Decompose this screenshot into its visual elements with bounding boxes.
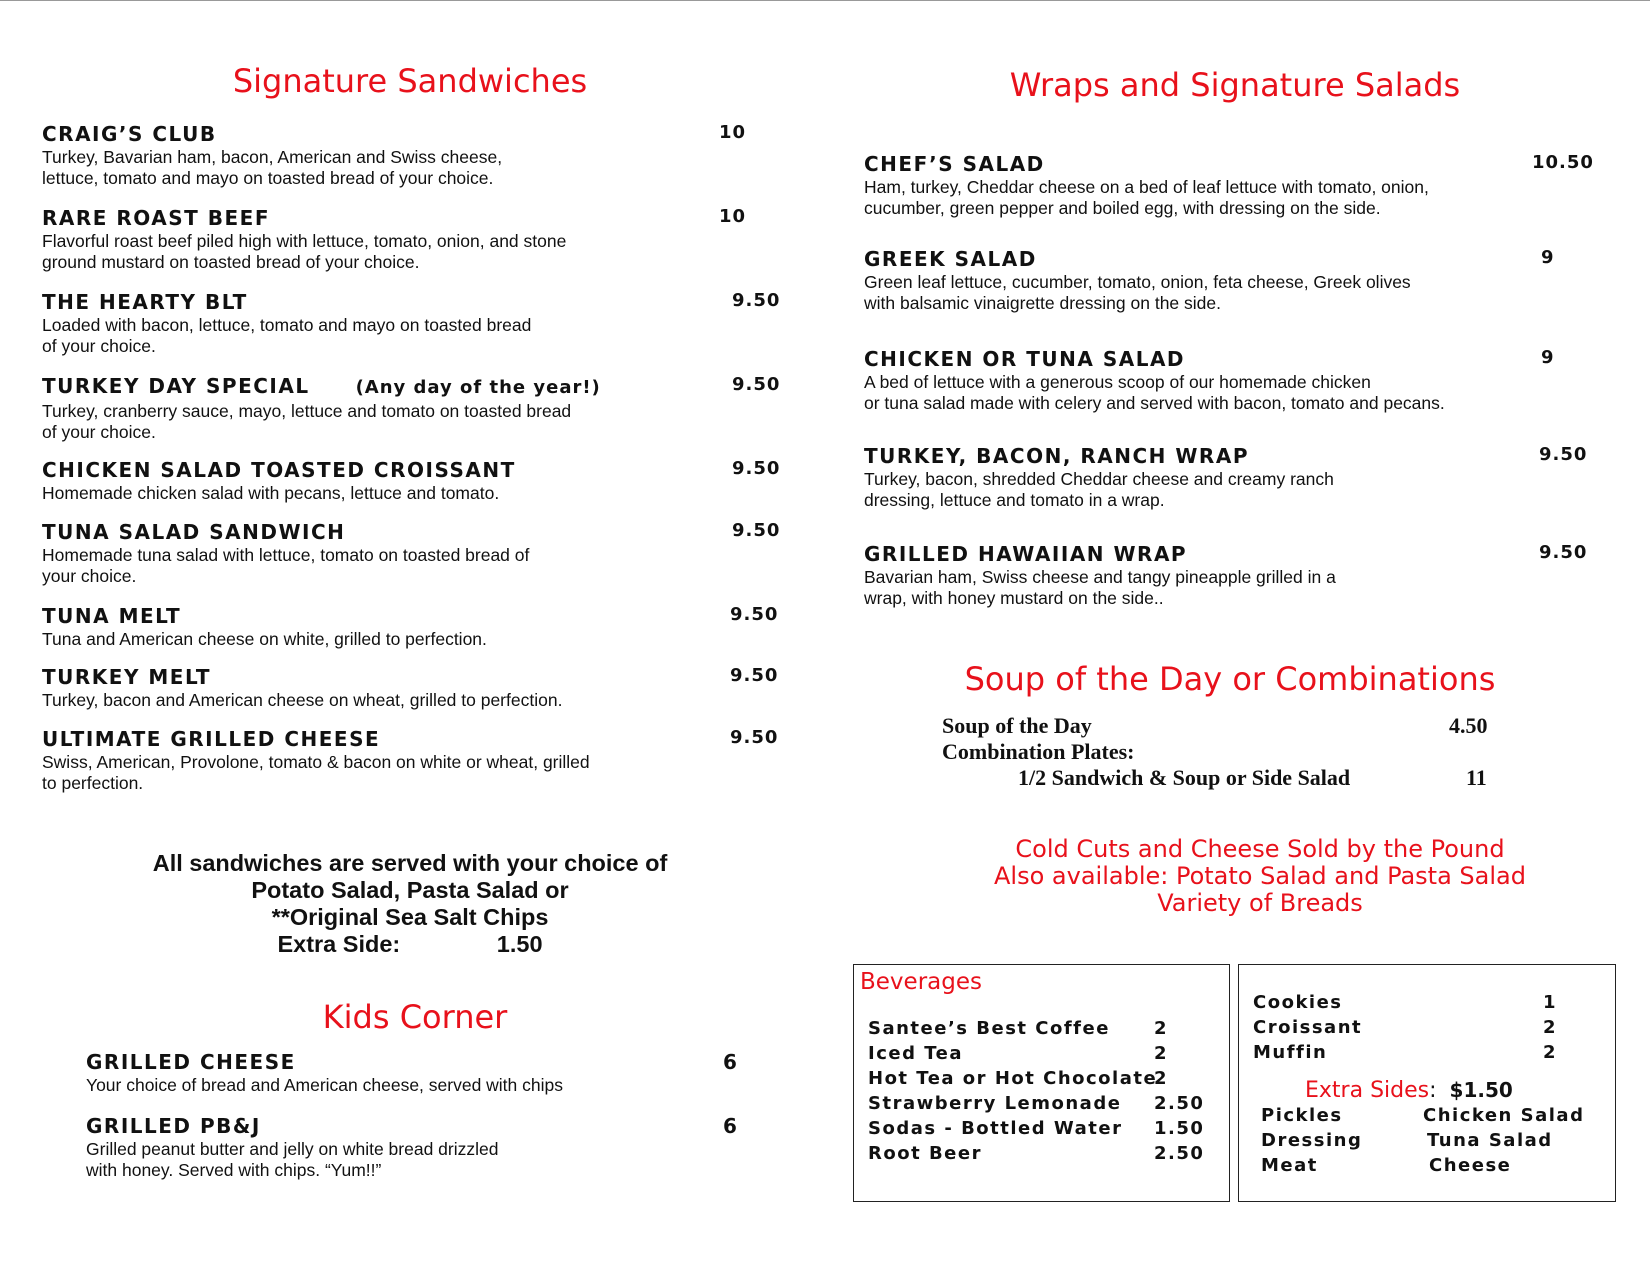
extra-sides-colon: : (1429, 1078, 1437, 1103)
soup-label: Soup of the Day (942, 713, 1092, 738)
sandwich-price: 9.50 (732, 374, 781, 395)
sandwich-note: (Any day of the year!) (355, 377, 601, 398)
sandwich-name: TUNA SALAD SANDWICH (42, 520, 346, 544)
sandwich-description (42, 231, 782, 273)
sandwich-item (42, 290, 782, 357)
kids-desc-line1: Your choice of bread and American cheese, served with chips (86, 1075, 563, 1095)
beverage-price: 2.50 (1154, 1143, 1205, 1164)
sandwich-description (42, 545, 782, 587)
soup-row (942, 713, 1502, 739)
salad-name: CHEF’S SALAD (864, 152, 1045, 176)
sandwich-name-row (42, 290, 782, 314)
combo-item: 1/2 Sandwich & Soup or Side Salad (1018, 765, 1351, 790)
sandwich-price: 10 (719, 122, 747, 143)
kids-corner-heading: Kids Corner (322, 998, 508, 1036)
salad-name: CHICKEN OR TUNA SALAD (864, 347, 1186, 371)
sandwich-desc-line1: Flavorful roast beef piled high with lettuce, tomato, onion, and stone (42, 231, 567, 251)
sandwich-item (42, 604, 782, 650)
sandwich-name: RARE ROAST BEEF (42, 206, 270, 230)
sandwich-price: 10 (719, 206, 747, 227)
extra-sides-title (1305, 1078, 1513, 1103)
extra-side-price: 1.50 (496, 931, 543, 957)
sandwich-desc-line1: Turkey, Bavarian ham, bacon, American and Swiss cheese, (42, 147, 503, 167)
sandwich-name-row (42, 122, 782, 146)
sandwich-price: 9.50 (730, 604, 779, 625)
salad-item (864, 152, 1594, 219)
kids-item (86, 1114, 746, 1181)
combo-label-row (942, 739, 1502, 765)
sandwich-price: 9.50 (732, 520, 781, 541)
extra-side-item: Meat (1261, 1155, 1318, 1176)
sandwich-desc-line2: your choice. (42, 566, 137, 586)
sandwich-name: ULTIMATE GRILLED CHEESE (42, 727, 381, 751)
extra-sides-label: Extra Sides (1305, 1078, 1430, 1103)
extra-side-item: Tuna Salad (1427, 1130, 1553, 1151)
sandwich-desc-line1: Homemade chicken salad with pecans, lettuce and tomato. (42, 483, 500, 503)
kids-item-name: GRILLED CHEESE (86, 1050, 296, 1074)
sandwich-desc-line1: Swiss, American, Provolone, tomato & bacon on white or wheat, grilled (42, 752, 590, 772)
extra-side-item: Chicken Salad (1423, 1105, 1585, 1126)
signature-sandwiches-heading: Signature Sandwiches (232, 62, 588, 100)
sandwich-description (42, 752, 782, 794)
salad-name-row (864, 247, 1594, 271)
cold-cuts-line1: Cold Cuts and Cheese Sold by the Pound (1015, 835, 1505, 863)
salad-description (864, 567, 1594, 609)
bakery-item-price: 1 (1543, 992, 1558, 1013)
beverages-box (853, 964, 1230, 1202)
sides-note-line2: Potato Salad, Pasta Salad or (251, 877, 569, 903)
sides-note-line3: **Original Sea Salt Chips (271, 904, 549, 930)
sandwich-item (42, 206, 782, 273)
kids-name-row (86, 1050, 746, 1074)
bakery-sides-box (1238, 964, 1616, 1202)
beverage-name: Santee’s Best Coffee (868, 1018, 1110, 1039)
cold-cuts-line3: Variety of Breads (1157, 889, 1363, 917)
kids-item (86, 1050, 746, 1096)
salad-name: TURKEY, BACON, RANCH WRAP (864, 444, 1249, 468)
salad-item (864, 542, 1594, 609)
sandwich-name: THE HEARTY BLT (42, 290, 248, 314)
extra-side-item: Dressing (1261, 1130, 1363, 1151)
salad-desc-line2: cucumber, green pepper and boiled egg, with dressing on the side. (864, 198, 1381, 218)
salad-price: 10.50 (1532, 152, 1594, 173)
sandwich-name: TURKEY DAY SPECIAL (42, 374, 310, 398)
sandwich-desc-line1: Tuna and American cheese on white, grilled to perfection. (42, 629, 487, 649)
sandwich-price: 9.50 (730, 727, 779, 748)
salad-name-row (864, 152, 1594, 176)
salad-desc-line2: wrap, with honey mustard on the side.. (864, 588, 1164, 608)
sandwich-desc-line2: lettuce, tomato and mayo on toasted bread of your choice. (42, 168, 494, 188)
kids-item-description (86, 1139, 746, 1181)
salad-description (864, 272, 1594, 314)
sandwich-desc-line1: Loaded with bacon, lettuce, tomato and mayo on toasted bread (42, 315, 532, 335)
salad-name-row (864, 444, 1594, 468)
salad-desc-line2: dressing, lettuce and tomato in a wrap. (864, 490, 1165, 510)
combo-price: 11 (1466, 765, 1487, 790)
salad-name-row (864, 347, 1594, 371)
sides-note (120, 850, 700, 958)
sides-note-line1: All sandwiches are served with your choice of (152, 850, 668, 876)
sandwich-item (42, 727, 782, 794)
beverage-name: Root Beer (868, 1143, 982, 1164)
soup-heading: Soup of the Day or Combinations (964, 660, 1496, 698)
beverage-name: Iced Tea (868, 1043, 963, 1064)
beverage-price: 2 (1154, 1018, 1169, 1039)
sandwich-name-row (42, 520, 782, 544)
beverage-price: 2 (1154, 1043, 1169, 1064)
salad-desc-line2: or tuna salad made with celery and served with bacon, tomato and pecans. (864, 393, 1445, 413)
sandwich-description (42, 629, 782, 650)
sandwich-name-row (42, 727, 782, 751)
sandwich-desc-line2: of your choice. (42, 422, 156, 442)
salad-name-row (864, 542, 1594, 566)
salad-name: GRILLED HAWAIIAN WRAP (864, 542, 1188, 566)
sandwich-item (42, 665, 782, 711)
sandwich-name-row (42, 458, 782, 482)
kids-desc-line1: Grilled peanut butter and jelly on white bread drizzled (86, 1139, 499, 1159)
salad-description (864, 177, 1594, 219)
wraps-salads-heading: Wraps and Signature Salads (1009, 66, 1461, 104)
sandwich-description (42, 483, 782, 504)
sandwich-description (42, 401, 782, 443)
kids-item-price: 6 (723, 1114, 738, 1138)
salad-desc-line1: Turkey, bacon, shredded Cheddar cheese and creamy ranch (864, 469, 1334, 489)
sandwich-name: TUNA MELT (42, 604, 182, 628)
salad-description (864, 469, 1594, 511)
salad-price: 9.50 (1539, 444, 1588, 465)
extra-side-row (120, 931, 700, 958)
bakery-item-name: Cookies (1253, 992, 1343, 1013)
sandwich-name: TURKEY MELT (42, 665, 212, 689)
kids-desc-line2: with honey. Served with chips. “Yum!!” (86, 1160, 382, 1180)
salad-desc-line1: Green leaf lettuce, cucumber, tomato, onion, feta cheese, Greek olives (864, 272, 1411, 292)
sandwich-name-row (42, 206, 782, 230)
sandwich-name-row (42, 665, 782, 689)
sandwich-name-row (42, 604, 782, 628)
beverage-name: Strawberry Lemonade (868, 1093, 1122, 1114)
sandwich-desc-line1: Turkey, bacon and American cheese on wheat, grilled to perfection. (42, 690, 563, 710)
sandwich-desc-line1: Homemade tuna salad with lettuce, tomato on toasted bread of (42, 545, 530, 565)
sandwich-item (42, 520, 782, 587)
sandwich-item (42, 374, 782, 443)
combo-item-row (942, 765, 1502, 791)
salad-desc-line2: with balsamic vinaigrette dressing on the side. (864, 293, 1221, 313)
bakery-item-name: Croissant (1253, 1017, 1363, 1038)
kids-item-price: 6 (723, 1050, 738, 1074)
salad-price: 9.50 (1539, 542, 1588, 563)
extra-side-item: Pickles (1261, 1105, 1343, 1126)
sandwich-name: CRAIG’S CLUB (42, 122, 217, 146)
bakery-item-name: Muffin (1253, 1042, 1328, 1063)
extra-sides-price: $1.50 (1449, 1078, 1513, 1102)
sandwich-item (42, 122, 782, 189)
beverage-name: Hot Tea or Hot Chocolate (868, 1068, 1158, 1089)
beverage-price: 1.50 (1154, 1118, 1205, 1139)
salad-name: GREEK SALAD (864, 247, 1037, 271)
beverage-name: Sodas - Bottled Water (868, 1118, 1123, 1139)
sandwich-desc-line2: of your choice. (42, 336, 156, 356)
salad-item (864, 444, 1594, 511)
beverages-title: Beverages (860, 969, 982, 995)
combo-label: Combination Plates: (942, 739, 1135, 764)
salad-item (864, 247, 1594, 314)
sandwich-item (42, 458, 782, 504)
sandwich-description (42, 315, 782, 357)
salad-price: 9 (1541, 347, 1555, 368)
beverage-price: 2 (1154, 1068, 1169, 1089)
cold-cuts-line2: Also available: Potato Salad and Pasta Salad (994, 862, 1526, 890)
salad-description (864, 372, 1594, 414)
soup-block (942, 713, 1502, 791)
soup-price: 4.50 (1449, 713, 1488, 738)
sandwich-name-row (42, 374, 782, 400)
sandwich-desc-line2: ground mustard on toasted bread of your choice. (42, 252, 420, 272)
bakery-item-price: 2 (1543, 1042, 1558, 1063)
extra-side-label: Extra Side: (277, 931, 401, 957)
extra-side-item: Cheese (1429, 1155, 1512, 1176)
kids-item-name: GRILLED PB&J (86, 1114, 261, 1138)
salad-price: 9 (1541, 247, 1555, 268)
sandwich-price: 9.50 (732, 290, 781, 311)
top-rule (0, 0, 1650, 1)
sandwich-desc-line1: Turkey, cranberry sauce, mayo, lettuce and tomato on toasted bread (42, 401, 572, 421)
cold-cuts-note (920, 836, 1600, 917)
salad-item (864, 347, 1594, 414)
sandwich-price: 9.50 (732, 458, 781, 479)
kids-item-description (86, 1075, 746, 1096)
salad-desc-line1: A bed of lettuce with a generous scoop of our homemade chicken (864, 372, 1371, 392)
sandwich-name: CHICKEN SALAD TOASTED CROISSANT (42, 458, 516, 482)
salad-desc-line1: Bavarian ham, Swiss cheese and tangy pineapple grilled in a (864, 567, 1336, 587)
sandwich-desc-line2: to perfection. (42, 773, 144, 793)
salad-desc-line1: Ham, turkey, Cheddar cheese on a bed of leaf lettuce with tomato, onion, (864, 177, 1429, 197)
bakery-item-price: 2 (1543, 1017, 1558, 1038)
sandwich-description (42, 690, 782, 711)
kids-name-row (86, 1114, 746, 1138)
beverage-price: 2.50 (1154, 1093, 1205, 1114)
sandwich-price: 9.50 (730, 665, 779, 686)
sandwich-description (42, 147, 782, 189)
